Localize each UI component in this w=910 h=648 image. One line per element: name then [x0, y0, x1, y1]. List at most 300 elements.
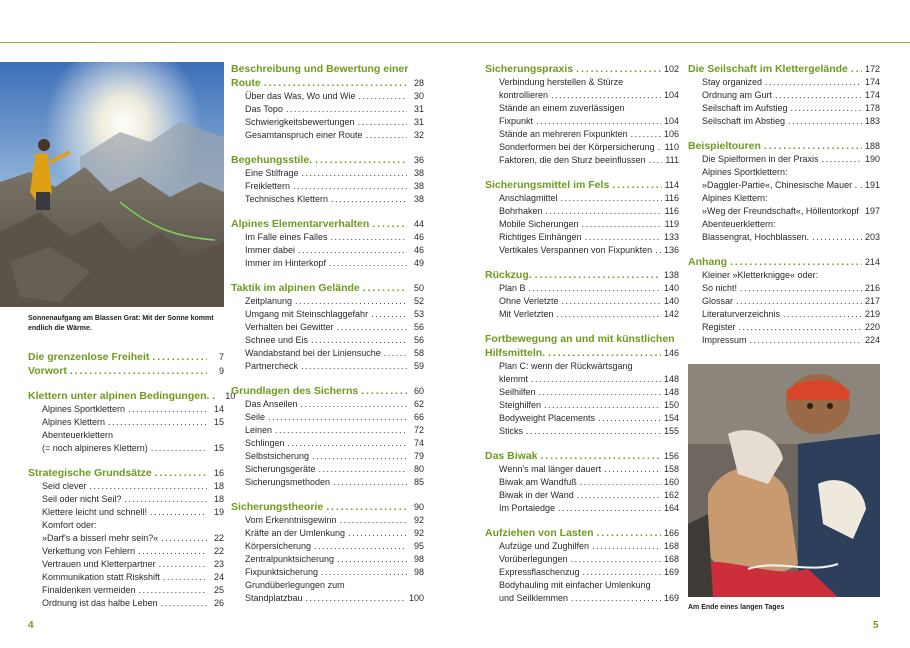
toc-entry-title: Kräfte an der Umlenkung [245, 528, 346, 538]
dot-leader [293, 180, 407, 193]
toc-entry[interactable] [485, 412, 679, 425]
toc-entry[interactable] [231, 180, 424, 193]
toc-entry[interactable] [485, 553, 679, 566]
toc-entry-title: Blassengrat, Hochblassen. [702, 232, 810, 242]
toc-entry-page-number: 148 [663, 387, 679, 397]
toc-entry[interactable] [485, 476, 679, 489]
dot-leader [70, 364, 207, 378]
toc-entry[interactable] [688, 179, 880, 192]
dot-leader [138, 545, 207, 558]
toc-entry[interactable] [231, 129, 424, 142]
toc-chapter-heading[interactable] [231, 153, 424, 167]
toc-entry[interactable] [485, 295, 679, 308]
toc-chapter-heading[interactable] [485, 268, 679, 282]
dot-leader [302, 167, 407, 180]
toc-section [28, 364, 224, 378]
toc-entry-page-number: 174 [864, 90, 880, 100]
dot-leader [371, 308, 407, 321]
toc-entry[interactable] [28, 519, 224, 532]
toc-entry[interactable] [231, 244, 424, 257]
dot-leader [340, 514, 407, 527]
toc-entry-title: Verbindung herstellen & Stürze [499, 77, 624, 87]
toc-entry-title: Impressum [702, 335, 747, 345]
dot-leader [301, 398, 407, 411]
toc-entry[interactable] [231, 321, 424, 334]
toc-entry[interactable] [485, 76, 679, 89]
toc-entry-page-number: 22 [213, 546, 224, 556]
dot-leader [306, 592, 406, 605]
toc-chapter-heading[interactable] [231, 384, 424, 398]
toc-entry[interactable] [688, 218, 880, 231]
toc-entry[interactable] [485, 425, 679, 438]
toc-entry-page-number: 72 [413, 425, 424, 435]
toc-entry-page-number: 169 [663, 567, 679, 577]
toc-chapter-heading[interactable] [485, 526, 679, 540]
toc-entry-page-number: 158 [663, 464, 679, 474]
toc-entry-page-number: 190 [864, 154, 880, 164]
toc-entry[interactable] [231, 398, 424, 411]
toc-entry-title: Im Portaledge [499, 503, 556, 513]
toc-entry[interactable] [688, 166, 880, 179]
toc-entry[interactable] [485, 154, 679, 167]
toc-entry-page-number: 140 [663, 283, 679, 293]
toc-entry-title: Bohrhaken [499, 206, 543, 216]
toc-entry[interactable] [485, 489, 679, 502]
toc-entry-title: Schnee und Eis [245, 335, 309, 345]
toc-entry[interactable] [688, 231, 880, 244]
toc-entry[interactable] [485, 579, 679, 592]
toc-chapter-heading-cont-page-number: 28 [413, 78, 424, 88]
toc-entry-page-number: 133 [663, 232, 679, 242]
toc-entry-title: Immer im Hinterkopf [245, 258, 327, 268]
toc-entry-page-number: 26 [213, 598, 224, 608]
toc-entry[interactable] [231, 308, 424, 321]
toc-chapter-heading-title: Sicherungstheorie [231, 501, 324, 513]
dot-leader [860, 179, 862, 192]
toc-entry[interactable] [231, 257, 424, 270]
toc-entry-title: Das Anseilen [245, 399, 298, 409]
dot-leader [331, 193, 407, 206]
toc-entry-title: Partnercheck [245, 361, 299, 371]
toc-entry[interactable] [231, 116, 424, 129]
dot-leader [812, 231, 862, 244]
toc-entry[interactable] [485, 592, 679, 605]
toc-entry[interactable] [28, 558, 224, 571]
toc-entry-page-number: 178 [864, 103, 880, 113]
toc-entry[interactable] [231, 295, 424, 308]
toc-entry-page-number: 74 [413, 438, 424, 448]
toc-entry-title: klemmt [499, 374, 528, 384]
toc-entry[interactable] [688, 308, 880, 321]
toc-entry[interactable] [28, 403, 224, 416]
toc-entry-page-number: 56 [413, 335, 424, 345]
toc-chapter-heading-cont-title: Hilfsmitteln. [485, 347, 546, 359]
toc-entry[interactable] [28, 545, 224, 558]
toc-entry-page-number: 140 [663, 296, 679, 306]
toc-entry-title: Expressflaschenzug [499, 567, 580, 577]
toc-chapter-heading-cont-page-number: 146 [663, 348, 679, 358]
climber-photo-illustration [688, 364, 880, 597]
toc-entry[interactable] [231, 437, 424, 450]
toc-entry-title: Die Spielformen in der Praxis [702, 154, 819, 164]
toc-entry[interactable] [231, 167, 424, 180]
toc-entry-page-number: 150 [663, 400, 679, 410]
dot-leader [288, 437, 407, 450]
dot-leader [526, 425, 661, 438]
toc-section [688, 139, 880, 244]
toc-entry[interactable] [485, 102, 679, 115]
dot-leader [163, 571, 207, 584]
toc-entry-page-number: 136 [663, 245, 679, 255]
toc-entry-page-number: 219 [864, 309, 880, 319]
top-rule [0, 42, 910, 43]
toc-entry[interactable] [485, 192, 679, 205]
toc-chapter-heading-title: Grundlagen des Sicherns [231, 385, 359, 397]
toc-entry[interactable] [231, 193, 424, 206]
toc-entry-page-number: 56 [413, 322, 424, 332]
toc-entry[interactable] [485, 540, 679, 553]
toc-entry-page-number: 31 [413, 117, 424, 127]
dot-leader [108, 416, 207, 429]
dot-leader [551, 89, 661, 102]
toc-entry-title: Aufzüge und Zughilfen [499, 541, 590, 551]
dot-leader [822, 153, 862, 166]
dot-leader [348, 527, 407, 540]
toc-chapter-heading-title: Strategische Grundsätze [28, 467, 152, 479]
toc-section [688, 255, 880, 347]
toc-chapter-heading-title: Das Biwak [485, 450, 538, 462]
toc-entry-title: Sicherungsgeräte [245, 464, 316, 474]
dot-leader [775, 89, 862, 102]
toc-entry-title: Fixpunktsicherung [245, 567, 319, 577]
toc-entry[interactable] [231, 411, 424, 424]
toc-chapter-heading[interactable] [231, 281, 424, 295]
photo1-caption: Sonnenaufgang am Blassen Grat: Mit der Sonne kommt endlich die Wärme. [28, 315, 214, 332]
toc-entry[interactable] [28, 480, 224, 493]
toc-section [28, 389, 236, 455]
dot-leader [561, 192, 662, 205]
toc-entry-title: Zentralpunktsicherung [245, 554, 335, 564]
toc-chapter-heading-title: Beispieltouren [688, 140, 761, 152]
toc-chapter-heading-cont[interactable] [231, 76, 424, 90]
toc-section [231, 500, 424, 605]
toc-chapter-heading[interactable] [231, 500, 424, 514]
dot-leader [536, 115, 661, 128]
dot-leader [161, 532, 207, 545]
toc-chapter-heading[interactable] [485, 449, 679, 463]
toc-entry-title: Finaldenken vermeiden [42, 585, 136, 595]
toc-chapter-heading-title: Die Seilschaft im Klettergelände [688, 63, 848, 75]
toc-entry-page-number: 98 [413, 554, 424, 564]
dot-leader [337, 553, 407, 566]
toc-entry[interactable] [231, 347, 424, 360]
left-page-number: 4 [28, 620, 34, 631]
toc-entry[interactable] [28, 584, 224, 597]
toc-entry-page-number: 216 [864, 283, 880, 293]
toc-entry-page-number: 168 [663, 541, 679, 551]
dot-leader [363, 281, 407, 295]
dot-leader [585, 231, 661, 244]
toc-entry-title: Ordnung am Gurt [702, 90, 773, 100]
dot-leader [580, 476, 661, 489]
toc-entry[interactable] [231, 540, 424, 553]
toc-entry-title: Schlingen [245, 438, 285, 448]
toc-entry-title: Alpines Klettern: [702, 193, 768, 203]
toc-entry-title: Zeitplanung [245, 296, 293, 306]
toc-entry-title: Schwierigkeitsbewertungen [245, 117, 355, 127]
toc-entry-page-number: 46 [413, 245, 424, 255]
toc-entry[interactable] [688, 76, 880, 89]
toc-chapter-heading-title: Vorwort [28, 365, 67, 377]
toc-entry-page-number: 220 [864, 322, 880, 332]
toc-entry[interactable] [231, 360, 424, 373]
toc-entry-title: Glossar [702, 296, 734, 306]
toc-entry[interactable] [485, 205, 679, 218]
toc-entry-page-number: 18 [213, 481, 224, 491]
toc-entry[interactable] [28, 532, 224, 545]
dot-leader [531, 373, 661, 386]
dot-leader [739, 321, 862, 334]
toc-entry[interactable] [688, 102, 880, 115]
toc-entry[interactable] [688, 334, 880, 347]
toc-entry[interactable] [231, 334, 424, 347]
toc-entry-title: Vertikales Verspannen von Fixpunkten [499, 245, 653, 255]
toc-entry-title: Seile [245, 412, 266, 422]
toc-entry[interactable] [231, 476, 424, 489]
toc-entry[interactable] [485, 244, 679, 257]
toc-entry[interactable] [688, 115, 880, 128]
toc-entry-page-number: 224 [864, 335, 880, 345]
dot-leader [730, 255, 862, 269]
dot-leader [558, 502, 661, 515]
toc-entry-page-number: 104 [663, 90, 679, 100]
toc-entry[interactable] [231, 553, 424, 566]
toc-entry[interactable] [485, 463, 679, 476]
dot-leader [333, 476, 407, 489]
toc-entry-title: Stände an einem zuverlässigen [499, 103, 625, 113]
toc-entry-page-number: 31 [413, 104, 424, 114]
toc-entry-title: Biwak in der Wand [499, 490, 574, 500]
toc-entry-page-number: 25 [213, 585, 224, 595]
toc-entry-title: Sicherungsmethoden [245, 477, 331, 487]
toc-entry[interactable] [688, 205, 880, 218]
dot-leader [337, 321, 407, 334]
toc-chapter-heading-page-number: 9 [218, 366, 224, 376]
toc-entry[interactable] [231, 103, 424, 116]
toc-entry-title: Vorüberlegungen [499, 554, 568, 564]
toc-entry-title: Anschlagmittel [499, 193, 558, 203]
toc-entry-page-number: 106 [663, 129, 679, 139]
toc-entry[interactable] [688, 192, 880, 205]
dot-leader [557, 308, 661, 321]
toc-entry-title: Abenteuerklettern [42, 430, 114, 440]
toc-chapter-heading-cont[interactable] [485, 346, 679, 360]
toc-chapter-heading[interactable] [688, 255, 880, 269]
toc-entry[interactable] [28, 506, 224, 519]
toc-chapter-heading[interactable] [231, 217, 424, 231]
toc-entry[interactable] [28, 416, 224, 429]
dot-leader [315, 153, 407, 167]
dot-leader [90, 480, 207, 493]
toc-entry-title: Leinen [245, 425, 273, 435]
toc-entry-title: Alpines Sportklettern: [702, 167, 788, 177]
toc-entry[interactable] [485, 282, 679, 295]
dot-leader [592, 540, 661, 553]
toc-section [28, 350, 224, 364]
toc-entry-page-number: 191 [864, 180, 880, 190]
dot-leader [529, 282, 661, 295]
toc-column-4 [688, 62, 880, 347]
toc-entry[interactable] [688, 269, 880, 282]
toc-entry[interactable] [485, 141, 679, 154]
toc-entry[interactable] [485, 89, 679, 102]
toc-entry-title: Seid clever [42, 481, 87, 491]
dot-leader [314, 540, 407, 553]
dot-leader [576, 62, 661, 76]
toc-entry-page-number: 19 [213, 507, 224, 517]
toc-entry-page-number: 49 [413, 258, 424, 268]
dot-leader [286, 103, 407, 116]
sunrise-photo-illustration [0, 62, 224, 307]
toc-entry[interactable] [231, 450, 424, 463]
toc-chapter-heading-cont-title: Route [231, 77, 261, 89]
toc-chapter-heading[interactable] [688, 139, 880, 153]
toc-entry-title: Alpines Sportklettern [42, 404, 126, 414]
toc-entry-title: Plan B [499, 283, 526, 293]
toc-entry-title: Seilschaft im Aufstieg [702, 103, 788, 113]
dot-leader [319, 463, 407, 476]
toc-chapter-heading[interactable] [485, 332, 679, 346]
toc-chapter-heading-page-number: 50 [413, 283, 424, 293]
toc-entry[interactable] [485, 231, 679, 244]
dot-leader [750, 334, 862, 347]
toc-column-3 [485, 62, 679, 605]
toc-entry[interactable] [231, 527, 424, 540]
toc-chapter-heading-title: Klettern unter alpinen Bedingungen. . [28, 390, 216, 402]
toc-chapter-heading[interactable] [485, 178, 679, 192]
toc-entry-page-number: 92 [413, 515, 424, 525]
toc-entry[interactable] [231, 592, 424, 605]
toc-entry[interactable] [28, 597, 224, 610]
toc-entry[interactable] [231, 514, 424, 527]
toc-entry[interactable] [485, 308, 679, 321]
dot-leader [791, 102, 862, 115]
toc-entry[interactable] [231, 90, 424, 103]
toc-entry-title: Über das Was, Wo und Wie [245, 91, 356, 101]
dot-leader [295, 295, 407, 308]
toc-entry-page-number: 38 [413, 181, 424, 191]
toc-entry[interactable] [28, 429, 224, 442]
dot-leader [571, 592, 661, 605]
toc-chapter-heading-page-number: 114 [664, 180, 679, 190]
toc-entry-title: Richtiges Einhängen [499, 232, 582, 242]
toc-entry-page-number: 162 [663, 490, 679, 500]
dot-leader [139, 584, 207, 597]
toc-entry[interactable] [688, 295, 880, 308]
toc-chapter-heading[interactable] [231, 62, 424, 76]
toc-entry-page-number: 104 [663, 116, 679, 126]
toc-entry-page-number: 183 [864, 116, 880, 126]
toc-entry[interactable] [485, 373, 679, 386]
toc-chapter-heading-page-number: 172 [864, 64, 880, 74]
toc-entry[interactable] [485, 386, 679, 399]
toc-entry[interactable] [485, 502, 679, 515]
toc-entry[interactable] [231, 566, 424, 579]
toc-chapter-heading-page-number: 138 [663, 270, 679, 280]
toc-entry[interactable] [688, 321, 880, 334]
dot-leader [326, 500, 407, 514]
toc-entry[interactable] [485, 115, 679, 128]
dot-leader [583, 566, 661, 579]
toc-chapter-heading-page-number: 102 [663, 64, 679, 74]
toc-entry[interactable] [231, 463, 424, 476]
toc-entry[interactable] [231, 231, 424, 244]
toc-chapter-heading[interactable] [688, 62, 880, 76]
toc-entry-title: Kommunikation statt Riskshift [42, 572, 161, 582]
toc-chapter-heading[interactable] [28, 364, 224, 378]
toc-chapter-heading-page-number: 36 [413, 155, 424, 165]
toc-section [485, 178, 679, 257]
toc-entry[interactable] [688, 89, 880, 102]
toc-entry[interactable] [688, 282, 880, 295]
toc-entry[interactable] [485, 218, 679, 231]
toc-entry-title: »Darf's a bisserl mehr sein?« [42, 533, 159, 543]
climber-hands-photo [688, 364, 880, 597]
toc-entry[interactable] [28, 442, 224, 455]
dot-leader [331, 231, 407, 244]
dot-leader [765, 76, 862, 89]
toc-entry[interactable] [485, 566, 679, 579]
dot-leader [764, 139, 862, 153]
toc-section [485, 449, 679, 515]
toc-entry[interactable] [28, 571, 224, 584]
toc-entry-title: Seilhilfen [499, 387, 536, 397]
toc-section [688, 62, 880, 128]
dot-leader [851, 62, 862, 76]
toc-chapter-heading[interactable] [485, 62, 679, 76]
toc-entry-page-number: 142 [663, 309, 679, 319]
toc-entry-title: Das Topo [245, 104, 283, 114]
toc-chapter-heading-title: Taktik im alpinen Gelände [231, 282, 360, 294]
toc-entry-title: Selbstsicherung [245, 451, 310, 461]
toc-chapter-heading-page-number: 7 [218, 352, 224, 362]
toc-entry-title: Verkettung von Fehlern [42, 546, 136, 556]
toc-entry[interactable] [485, 128, 679, 141]
toc-entry-page-number: 32 [413, 130, 424, 140]
toc-chapter-heading[interactable] [28, 350, 224, 364]
toc-entry-title: Kleiner »Kletterknigge« oder: [702, 270, 819, 280]
toc-entry[interactable] [231, 424, 424, 437]
toc-entry-title: Im Falle eines Falles [245, 232, 328, 242]
toc-chapter-heading-title: Alpines Elementarverhalten [231, 218, 370, 230]
toc-entry[interactable] [28, 493, 224, 506]
toc-chapter-heading[interactable] [28, 389, 236, 403]
toc-entry-title: Faktoren, die den Sturz beeinflussen [499, 155, 646, 165]
toc-entry-title: Freiklettern [245, 181, 291, 191]
toc-chapter-heading-title: Rückzug. [485, 269, 532, 281]
toc-entry[interactable] [485, 360, 679, 373]
toc-entry-title: Vom Erkenntnisgewinn [245, 515, 337, 525]
toc-entry[interactable] [485, 399, 679, 412]
toc-section [231, 384, 424, 489]
dot-leader [658, 141, 662, 154]
toc-entry-page-number: 62 [413, 399, 424, 409]
toc-entry[interactable] [688, 153, 880, 166]
toc-entry[interactable] [231, 579, 424, 592]
toc-entry-title: Sonderformen bei der Körpersicherung [499, 142, 655, 152]
toc-entry-page-number: 80 [413, 464, 424, 474]
toc-chapter-heading[interactable] [28, 466, 224, 480]
